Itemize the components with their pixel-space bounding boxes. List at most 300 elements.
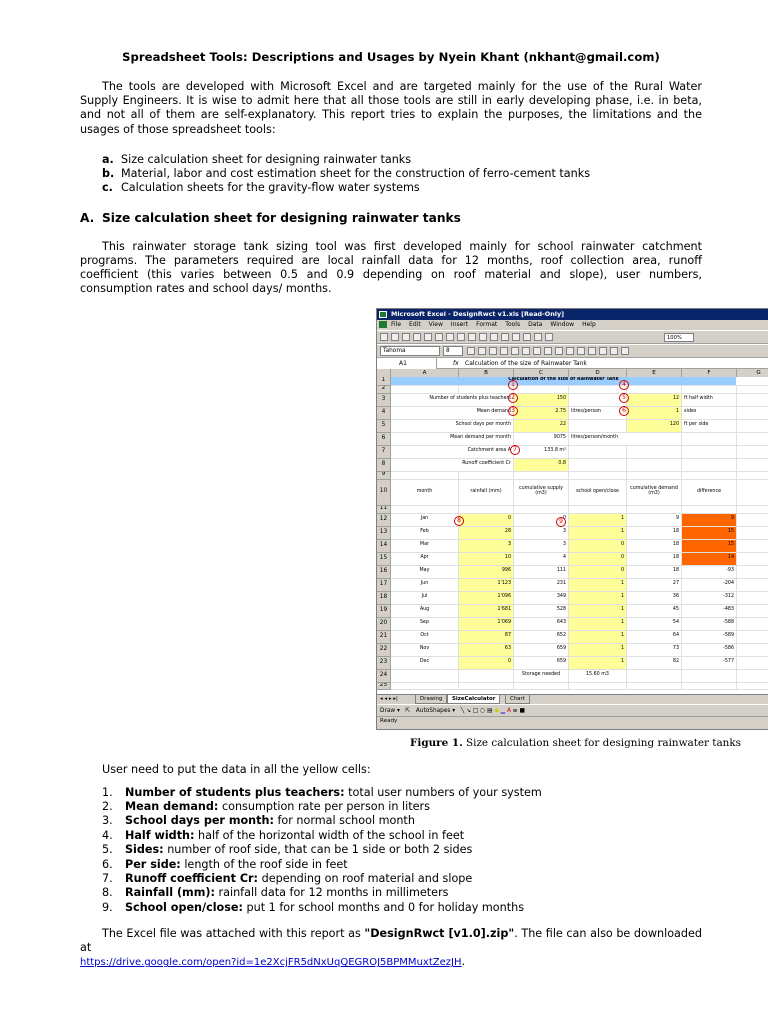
row-header[interactable]: 18	[377, 592, 391, 605]
preview-icon[interactable]	[424, 333, 432, 341]
list-text	[125, 829, 464, 843]
cell-open-close[interactable]: 1	[569, 514, 627, 527]
cell[interactable]	[682, 472, 737, 480]
cell[interactable]	[737, 644, 768, 657]
zoom-select[interactable]: 100%	[664, 333, 694, 342]
tab-sizecalculator[interactable]: SizeCalculator	[447, 695, 500, 704]
list-item	[102, 181, 702, 195]
list-term: Sides:	[125, 843, 164, 857]
save-icon[interactable]	[402, 333, 410, 341]
menu-file[interactable]: File	[391, 320, 402, 328]
cell-demand[interactable]: 9	[627, 514, 682, 527]
th-open[interactable]: school open/close	[569, 480, 627, 506]
per-side-input[interactable]: 120	[627, 420, 682, 433]
draw-menu[interactable]: Draw	[380, 707, 396, 714]
cell[interactable]	[627, 670, 682, 683]
catchment-label[interactable]: Catchment area A	[391, 446, 514, 459]
runoff-input[interactable]: 0.8	[514, 459, 569, 472]
cell[interactable]	[682, 446, 737, 459]
status-bar: Ready	[377, 716, 768, 725]
cell-demand[interactable]: 36	[627, 592, 682, 605]
italic-icon[interactable]	[478, 347, 486, 355]
rectangle-icon[interactable]: □	[472, 707, 479, 714]
cell-rainfall[interactable]: 3	[459, 540, 514, 553]
cell[interactable]	[737, 605, 768, 618]
cell-difference[interactable]: -93	[682, 566, 737, 579]
list-marker: 5.	[102, 843, 113, 857]
col-header[interactable]: E	[627, 369, 682, 377]
cell-difference[interactable]: 9	[682, 514, 737, 527]
cell[interactable]	[459, 472, 514, 480]
sort-desc-icon[interactable]	[534, 333, 542, 341]
cell-month[interactable]: Dec	[391, 657, 459, 670]
mean-demand-month-value[interactable]: 9075	[514, 433, 569, 446]
cell[interactable]	[682, 683, 737, 690]
align-left-icon[interactable]	[500, 347, 508, 355]
cell-demand[interactable]: 64	[627, 631, 682, 644]
menu-view[interactable]: View	[428, 320, 443, 328]
tab-nav-icon[interactable]: ◂ ◂ ▸ ▸|	[380, 695, 398, 702]
cell[interactable]	[737, 553, 768, 566]
col-header[interactable]: C	[514, 369, 569, 377]
sort-asc-icon[interactable]	[523, 333, 531, 341]
percent-icon[interactable]	[555, 347, 563, 355]
bold-icon[interactable]	[467, 347, 475, 355]
open-icon[interactable]	[391, 333, 399, 341]
cell-demand[interactable]: 18	[627, 566, 682, 579]
copy-icon[interactable]	[457, 333, 465, 341]
menu-format[interactable]: Format	[476, 320, 498, 328]
fill-icon[interactable]: ◆	[494, 707, 499, 714]
row-header[interactable]: 20	[377, 618, 391, 631]
table-row	[377, 605, 768, 618]
cell[interactable]	[514, 386, 569, 394]
demand-label[interactable]: Mean demand	[391, 407, 514, 420]
list-term: School days per month:	[125, 814, 274, 828]
cell-month[interactable]: Oct	[391, 631, 459, 644]
cell-rainfall[interactable]: 1'069	[459, 618, 514, 631]
cell-rainfall[interactable]: 87	[459, 631, 514, 644]
cell[interactable]	[737, 631, 768, 644]
list-marker: 3.	[102, 814, 113, 828]
paste-icon[interactable]	[468, 333, 476, 341]
print-icon[interactable]	[413, 333, 421, 341]
cell[interactable]	[391, 472, 459, 480]
cut-icon[interactable]	[446, 333, 454, 341]
menu-help[interactable]: Help	[582, 320, 596, 328]
tab-chart[interactable]: Chart	[505, 695, 530, 704]
cell-demand[interactable]: 45	[627, 605, 682, 618]
cell-open-close[interactable]: 1	[569, 631, 627, 644]
row-header[interactable]: 23	[377, 657, 391, 670]
sheet-tabs	[377, 694, 768, 704]
cell-difference[interactable]: -588	[682, 618, 737, 631]
cell-open-close[interactable]: 0	[569, 540, 627, 553]
row-header[interactable]: 2	[377, 386, 391, 394]
cell[interactable]	[627, 683, 682, 690]
cell-rainfall[interactable]: 10	[459, 553, 514, 566]
cursor-icon[interactable]: ⇱	[405, 707, 411, 714]
cell[interactable]	[682, 506, 737, 514]
cell-supply[interactable]: 4	[514, 553, 569, 566]
cell-supply[interactable]: 652	[514, 631, 569, 644]
cell[interactable]	[514, 472, 569, 480]
half-width-label[interactable]: ft half width	[682, 394, 737, 407]
spreadsheet-grid[interactable]	[377, 369, 768, 694]
autosum-icon[interactable]	[512, 333, 520, 341]
cell[interactable]	[569, 506, 627, 514]
spell-icon[interactable]	[435, 333, 443, 341]
cell-open-close[interactable]: 0	[569, 553, 627, 566]
runoff-label[interactable]: Runoff coefficient Cr	[391, 459, 514, 472]
cell[interactable]	[627, 446, 682, 459]
list-text	[125, 843, 472, 857]
cell-difference[interactable]: -577	[682, 657, 737, 670]
sides-label[interactable]: sides	[682, 407, 737, 420]
decimal-icon[interactable]	[577, 347, 585, 355]
cell-supply[interactable]: 349	[514, 592, 569, 605]
cell[interactable]	[737, 592, 768, 605]
cell-open-close[interactable]: 1	[569, 618, 627, 631]
table-row	[377, 540, 768, 553]
cell[interactable]	[627, 459, 682, 472]
students-input[interactable]: 150	[514, 394, 569, 407]
cell-rainfall[interactable]: 996	[459, 566, 514, 579]
list-desc: length of the roof side in feet	[184, 857, 348, 871]
list-desc: rainfall data for 12 months in millimeters	[218, 886, 449, 900]
cell[interactable]	[737, 459, 768, 472]
th-rainfall[interactable]: rainfall (mm)	[459, 480, 514, 506]
mean-demand-month-label[interactable]: Mean demand per month	[391, 433, 514, 446]
cell[interactable]	[391, 670, 459, 683]
cell[interactable]	[737, 446, 768, 459]
font-color-draw-icon[interactable]: A	[506, 707, 511, 714]
caption-text: Size calculation sheet for designing rainwater tanks	[466, 736, 741, 749]
th-supply[interactable]: cumulative supply (m3)	[514, 480, 569, 506]
cell[interactable]	[737, 527, 768, 540]
marker-3: 3	[508, 406, 518, 416]
arrow-icon[interactable]: ↘	[466, 707, 471, 714]
table-row	[377, 514, 768, 527]
cell-difference[interactable]: -204	[682, 579, 737, 592]
cell-month[interactable]: Nov	[391, 644, 459, 657]
cell-open-close[interactable]: 1	[569, 579, 627, 592]
row-header[interactable]: 10	[377, 480, 391, 506]
cell-month[interactable]: Aug	[391, 605, 459, 618]
center-icon[interactable]	[511, 347, 519, 355]
row-header[interactable]: 17	[377, 579, 391, 592]
cell-month[interactable]: Jul	[391, 592, 459, 605]
cell[interactable]	[682, 433, 737, 446]
demand-unit[interactable]: litres/person	[569, 407, 627, 420]
menu-data[interactable]: Data	[528, 320, 543, 328]
cell-open-close[interactable]: 1	[569, 644, 627, 657]
row-header[interactable]: 14	[377, 540, 391, 553]
table-row	[377, 618, 768, 631]
row-header[interactable]: 15	[377, 553, 391, 566]
cell[interactable]	[737, 618, 768, 631]
row-header[interactable]: 1	[377, 377, 391, 386]
cell-difference[interactable]: -586	[682, 644, 737, 657]
cell-open-close[interactable]: 1	[569, 527, 627, 540]
row-header[interactable]: 12	[377, 514, 391, 527]
cell[interactable]	[391, 506, 459, 514]
cell-rainfall[interactable]: 28	[459, 527, 514, 540]
cell[interactable]	[737, 420, 768, 433]
cell-rainfall[interactable]: 1'681	[459, 605, 514, 618]
cell-month[interactable]: May	[391, 566, 459, 579]
sheet-row	[377, 386, 768, 394]
merge-icon[interactable]	[533, 347, 541, 355]
cell[interactable]	[737, 540, 768, 553]
cell-demand[interactable]: 18	[627, 553, 682, 566]
cell-month[interactable]: Feb	[391, 527, 459, 540]
closing-period: .	[461, 955, 466, 969]
line-style-icon[interactable]: ≡	[512, 707, 518, 714]
storage-label[interactable]: Storage needed	[514, 670, 569, 683]
underline-icon[interactable]	[489, 347, 497, 355]
per-side-label[interactable]: ft per side	[682, 420, 737, 433]
undo-icon[interactable]	[479, 333, 487, 341]
sheet-row	[377, 670, 768, 683]
cell[interactable]	[682, 670, 737, 683]
fx-icon[interactable]: fx	[453, 359, 459, 367]
cell[interactable]	[569, 683, 627, 690]
borders-icon[interactable]	[599, 347, 607, 355]
row-header[interactable]: 11	[377, 506, 391, 514]
autoshapes-menu[interactable]: AutoShapes	[415, 707, 451, 714]
cell-supply[interactable]: 3	[514, 527, 569, 540]
table-header-row	[377, 480, 768, 506]
currency-icon[interactable]	[544, 347, 552, 355]
menu-insert[interactable]: Insert	[450, 320, 469, 328]
th-difference[interactable]: difference	[682, 480, 737, 506]
marker-7: 7	[510, 445, 520, 455]
line-icon[interactable]: ╲	[460, 707, 465, 714]
list-text: Material, labor and cost estimation sheet for the construction of ferro-cement tanks	[121, 166, 591, 180]
list-marker: b.	[102, 166, 115, 180]
section-marker: A.	[80, 210, 95, 225]
cell-supply[interactable]: 659	[514, 657, 569, 670]
row-header[interactable]: 4	[377, 407, 391, 420]
cell[interactable]	[627, 506, 682, 514]
fill-color-icon[interactable]	[610, 347, 618, 355]
cell[interactable]	[682, 386, 737, 394]
textbox-icon[interactable]: ▤	[487, 707, 493, 714]
cell-rainfall[interactable]: 1'123	[459, 579, 514, 592]
col-header[interactable]: B	[459, 369, 514, 377]
oval-icon[interactable]: ○	[480, 707, 486, 714]
row-header[interactable]: 21	[377, 631, 391, 644]
cell[interactable]	[737, 657, 768, 670]
cell[interactable]	[737, 407, 768, 420]
col-header[interactable]: G	[737, 369, 768, 377]
days-label[interactable]: School days per month	[391, 420, 514, 433]
cell[interactable]	[737, 394, 768, 407]
cell-rainfall[interactable]: 0	[459, 514, 514, 527]
col-header[interactable]: A	[391, 369, 459, 377]
shadow-icon[interactable]: ■	[519, 707, 525, 714]
cell-demand[interactable]: 18	[627, 527, 682, 540]
cell[interactable]	[737, 506, 768, 514]
cell[interactable]	[459, 683, 514, 690]
cell-rainfall[interactable]: 63	[459, 644, 514, 657]
chart-wizard-icon[interactable]	[545, 333, 553, 341]
cell[interactable]	[737, 514, 768, 527]
row-header[interactable]: 13	[377, 527, 391, 540]
cell[interactable]	[737, 670, 768, 683]
cell[interactable]	[737, 433, 768, 446]
row-header[interactable]: 7	[377, 446, 391, 459]
cell[interactable]	[737, 472, 768, 480]
yellow-cells-intro: User need to put the data in all the yellow cells:	[102, 762, 371, 776]
cell-supply[interactable]: 3	[514, 540, 569, 553]
demand-input[interactable]: 2.75	[514, 407, 569, 420]
figure-caption	[410, 736, 741, 749]
cell[interactable]	[514, 506, 569, 514]
cell[interactable]	[569, 386, 627, 394]
name-box[interactable]: A1	[377, 358, 437, 369]
th-demand[interactable]: cumulative demand (m3)	[627, 480, 682, 506]
table-row	[377, 644, 768, 657]
corner-cell[interactable]	[377, 369, 391, 377]
days-input[interactable]: 22	[514, 420, 569, 433]
col-header[interactable]: F	[682, 369, 737, 377]
list-marker: c.	[102, 180, 113, 194]
cell[interactable]	[737, 386, 768, 394]
download-link[interactable]: https://drive.google.com/open?id=1e2XcjFR5dNxUqQEGROJ5BPMMuxtZezJH	[80, 957, 462, 969]
cell[interactable]	[737, 683, 768, 690]
cell[interactable]	[682, 459, 737, 472]
cell[interactable]	[569, 472, 627, 480]
marker-2: 2	[508, 393, 518, 403]
cell-supply[interactable]: 0	[514, 514, 569, 527]
col-header[interactable]: D	[569, 369, 627, 377]
font-color-icon[interactable]	[621, 347, 629, 355]
redo-icon[interactable]	[490, 333, 498, 341]
cell-open-close[interactable]: 1	[569, 657, 627, 670]
row-header[interactable]: 24	[377, 670, 391, 683]
cell-rainfall[interactable]: 1'096	[459, 592, 514, 605]
row-header[interactable]: 19	[377, 605, 391, 618]
menu-tools[interactable]: Tools	[505, 320, 521, 328]
align-right-icon[interactable]	[522, 347, 530, 355]
cell-month[interactable]: Mar	[391, 540, 459, 553]
cell-demand[interactable]: 27	[627, 579, 682, 592]
cell-open-close[interactable]: 1	[569, 592, 627, 605]
cell-month[interactable]: Sep	[391, 618, 459, 631]
formula-text[interactable]: Calculation of the size of Rainwater Tank	[465, 359, 587, 367]
cell-supply[interactable]: 111	[514, 566, 569, 579]
cell[interactable]	[459, 506, 514, 514]
row-header[interactable]: 3	[377, 394, 391, 407]
document-title: Spreadsheet Tools: Descriptions and Usages by Nyein Khant (nkhant@gmail.com)	[122, 50, 660, 64]
cell-demand[interactable]: 82	[627, 657, 682, 670]
cell[interactable]	[737, 566, 768, 579]
cell-supply[interactable]: 643	[514, 618, 569, 631]
sides-input[interactable]: 1	[627, 407, 682, 420]
formatting-toolbar	[377, 344, 768, 358]
new-icon[interactable]	[380, 333, 388, 341]
cell-difference[interactable]: 15	[682, 527, 737, 540]
cell-supply[interactable]: 231	[514, 579, 569, 592]
hyperlink-icon[interactable]	[501, 333, 509, 341]
cell-demand[interactable]: 54	[627, 618, 682, 631]
font-select[interactable]: Tahoma	[380, 346, 440, 356]
comma-icon[interactable]	[566, 347, 574, 355]
row-header[interactable]: 5	[377, 420, 391, 433]
cell-month[interactable]: Apr	[391, 553, 459, 566]
indent-icon[interactable]	[588, 347, 596, 355]
cell-month[interactable]: Jun	[391, 579, 459, 592]
cell[interactable]	[459, 670, 514, 683]
sheet-row	[377, 433, 768, 446]
cell-supply[interactable]: 659	[514, 644, 569, 657]
cell[interactable]	[391, 386, 459, 394]
cell[interactable]	[737, 480, 768, 506]
sheet-title-cell[interactable]: Calculation of the size of Rainwater Tank	[391, 377, 736, 386]
cell-demand[interactable]: 18	[627, 540, 682, 553]
cell[interactable]	[569, 420, 627, 433]
cell[interactable]	[627, 472, 682, 480]
cell[interactable]	[514, 683, 569, 690]
students-label[interactable]: Number of students plus teachers	[391, 394, 514, 407]
storage-value[interactable]: 15.60 m3	[569, 670, 627, 683]
cell[interactable]	[569, 446, 627, 459]
th-month[interactable]: month	[391, 480, 459, 506]
row-header[interactable]: 22	[377, 644, 391, 657]
row-header[interactable]: 25	[377, 683, 391, 690]
cell[interactable]	[459, 386, 514, 394]
font-size-select[interactable]: 8	[443, 346, 463, 356]
cell[interactable]	[737, 579, 768, 592]
cell-rainfall[interactable]: 0	[459, 657, 514, 670]
cell[interactable]	[391, 683, 459, 690]
cell-open-close[interactable]: 1	[569, 605, 627, 618]
cell-open-close[interactable]: 0	[569, 566, 627, 579]
half-width-input[interactable]: 12	[627, 394, 682, 407]
sheet-row	[377, 506, 768, 514]
list-desc: half of the horizontal width of the school in feet	[198, 828, 465, 842]
cell[interactable]	[736, 377, 768, 386]
menu-edit[interactable]: Edit	[409, 320, 421, 328]
cell-difference[interactable]: -312	[682, 592, 737, 605]
cell-supply[interactable]: 528	[514, 605, 569, 618]
tab-drawing[interactable]: Drawing	[415, 695, 447, 704]
line-color-icon[interactable]: ▁	[500, 707, 506, 714]
cell-demand[interactable]: 73	[627, 644, 682, 657]
cell-month[interactable]: Jan	[391, 514, 459, 527]
cell[interactable]	[569, 459, 627, 472]
cell-difference[interactable]: 14	[682, 553, 737, 566]
mean-demand-month-unit[interactable]: litres/person/month	[569, 433, 682, 446]
cell-difference[interactable]: -483	[682, 605, 737, 618]
cell-difference[interactable]: 15	[682, 540, 737, 553]
marker-6: 6	[619, 406, 629, 416]
catchment-value[interactable]: 133.8 m²	[514, 446, 569, 459]
row-header[interactable]: 6	[377, 433, 391, 446]
menu-window[interactable]: Window	[550, 320, 575, 328]
window-title: Microsoft Excel - DesignRwct v1.xls [Read-Only]	[391, 309, 565, 318]
cell[interactable]	[627, 386, 682, 394]
list-term: Half width:	[125, 828, 195, 842]
list-text	[125, 858, 348, 872]
row-header[interactable]: 8	[377, 459, 391, 472]
list-marker: 1.	[102, 785, 113, 799]
row-header[interactable]: 9	[377, 472, 391, 480]
cell-difference[interactable]: -589	[682, 631, 737, 644]
row-header[interactable]: 16	[377, 566, 391, 579]
